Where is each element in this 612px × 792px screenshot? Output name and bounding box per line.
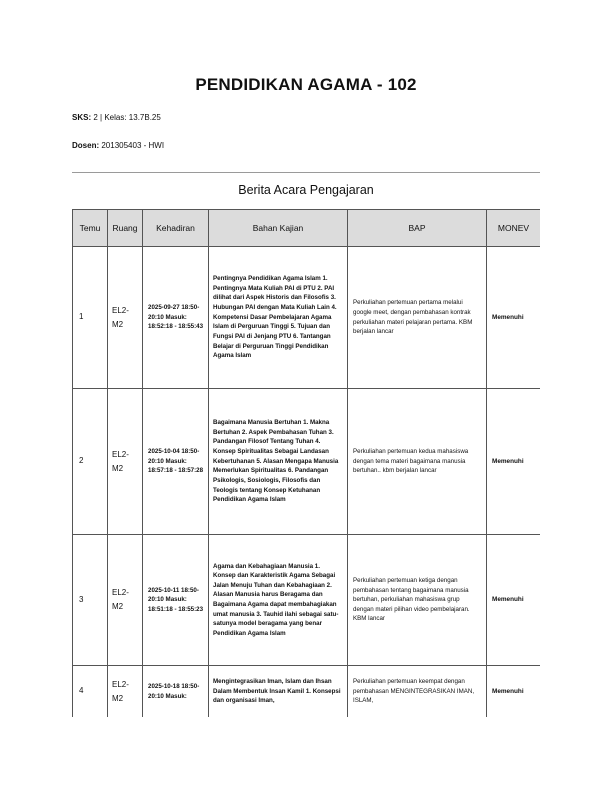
cell-kehadiran: 2025-10-11 18:50-20:10 Masuk: 18:51:18 - 18:55:23 — [143, 535, 209, 666]
header-temu: Temu — [73, 210, 108, 247]
header-bap: BAP — [348, 210, 487, 247]
cell-ruang: EL2-M2 — [108, 535, 143, 666]
cell-ruang: EL2-M2 — [108, 389, 143, 535]
cell-ruang: EL2-M2 — [108, 666, 143, 718]
cell-monev: Memenuhi — [487, 535, 541, 666]
cell-monev: Memenuhi — [487, 389, 541, 535]
header-bahan-kajian: Bahan Kajian — [209, 210, 348, 247]
cell-bap: Perkuliahan pertemuan pertama melalui google meet, dengan pembahasan kontrak perkuliahan materi pelajaran pertama. KBM berjalan lancar — [348, 247, 487, 389]
cell-monev: Memenuhi — [487, 666, 541, 718]
header-monev: MONEV — [487, 210, 541, 247]
sks-line — [72, 113, 161, 122]
table-row — [73, 666, 541, 718]
page-title: PENDIDIKAN AGAMA - 102 — [195, 75, 417, 94]
sks-value: 2 | Kelas: 13.7B.25 — [93, 113, 161, 122]
table-row — [73, 247, 541, 389]
table-row — [73, 389, 541, 535]
bap-table-wrapper — [72, 209, 540, 717]
dosen-label: Dosen: — [72, 141, 100, 150]
cell-monev: Memenuhi — [487, 247, 541, 389]
header-kehadiran: Kehadiran — [143, 210, 209, 247]
cell-temu: 3 — [73, 535, 108, 666]
dosen-line — [72, 141, 164, 150]
cell-temu: 2 — [73, 389, 108, 535]
divider — [72, 172, 540, 173]
sks-label: SKS: — [72, 113, 92, 122]
cell-bap: Perkuliahan pertemuan kedua mahasiswa dengan tema materi bagaimana manusia bertuhan.. kbm berjalan lancar — [348, 389, 487, 535]
cell-temu: 1 — [73, 247, 108, 389]
bap-table — [72, 209, 540, 717]
cell-bap: Perkuliahan pertemuan keempat dengan pembahasan MENGINTEGRASIKAN IMAN, ISLAM, — [348, 666, 487, 718]
cell-bahan-kajian: Agama dan Kebahagiaan Manusia 1. Konsep dan Karakteristik Agama Sebagai Jalan Menuju Tuhan dan Kebahagiaan 2. Alasan Manusia harus Beragama dan Bagaimana Agama dapat membahagiakan umat manusia 3. Tauhid ilahi sebagai satu-satunya model beragama yang benar Pendidikan Agama Islam — [209, 535, 348, 666]
header-ruang: Ruang — [108, 210, 143, 247]
cell-bap: Perkuliahan pertemuan ketiga dengan pembahasan tentang bagaimana manusia bertuhan, perkuliahan mahasiswa grup dengan materi pilihan video pembelajaran. KBM lancar — [348, 535, 487, 666]
cell-kehadiran: 2025-10-04 18:50-20:10 Masuk: 18:57:18 - 18:57:28 — [143, 389, 209, 535]
cell-temu: 4 — [73, 666, 108, 718]
cell-bahan-kajian: Bagaimana Manusia Bertuhan 1. Makna Bertuhan 2. Aspek Pembahasan Tuhan 3. Pandangan Filosof Tentang Tuhan 4. Konsep Spiritualitas Sebagai Landasan Kebertuhanan 5. Alasan Mengapa Manusia Memerlukan Spiritualitas 6. Pandangan Psikologis, Sosiologis, Filosofis dan Teologis tentang Konsep Ketuhanan Pendidikan Agama Islam — [209, 389, 348, 535]
cell-ruang: EL2-M2 — [108, 247, 143, 389]
cell-bahan-kajian: Pentingnya Pendidikan Agama Islam 1. Pentingnya Mata Kuliah PAI di PTU 2. PAI dilihat dari Aspek Historis dan Filosofis 3. Hubungan PAI dengan Mata Kuliah Lain 4. Kompetensi Dasar Pembelajaran Agama Islam di Perguruan Tinggi 5. Tujuan dan Fungsi PAI di Jenjang PTU 6. Tantangan Belajar di Perguruan Tinggi Pendidikan Agama Islam — [209, 247, 348, 389]
cell-kehadiran: 2025-09-27 18:50-20:10 Masuk: 18:52:18 - 18:55:43 — [143, 247, 209, 389]
cell-bahan-kajian: Mengintegrasikan Iman, Islam dan Ihsan Dalam Membentuk Insan Kamil 1. Konsepsi dan organisasi Iman, — [209, 666, 348, 718]
table-header-row — [73, 210, 541, 247]
section-title: Berita Acara Pengajaran — [238, 183, 374, 197]
table-row — [73, 535, 541, 666]
dosen-value: 201305403 - HWI — [101, 141, 165, 150]
cell-kehadiran: 2025-10-18 18:50-20:10 Masuk: — [143, 666, 209, 718]
